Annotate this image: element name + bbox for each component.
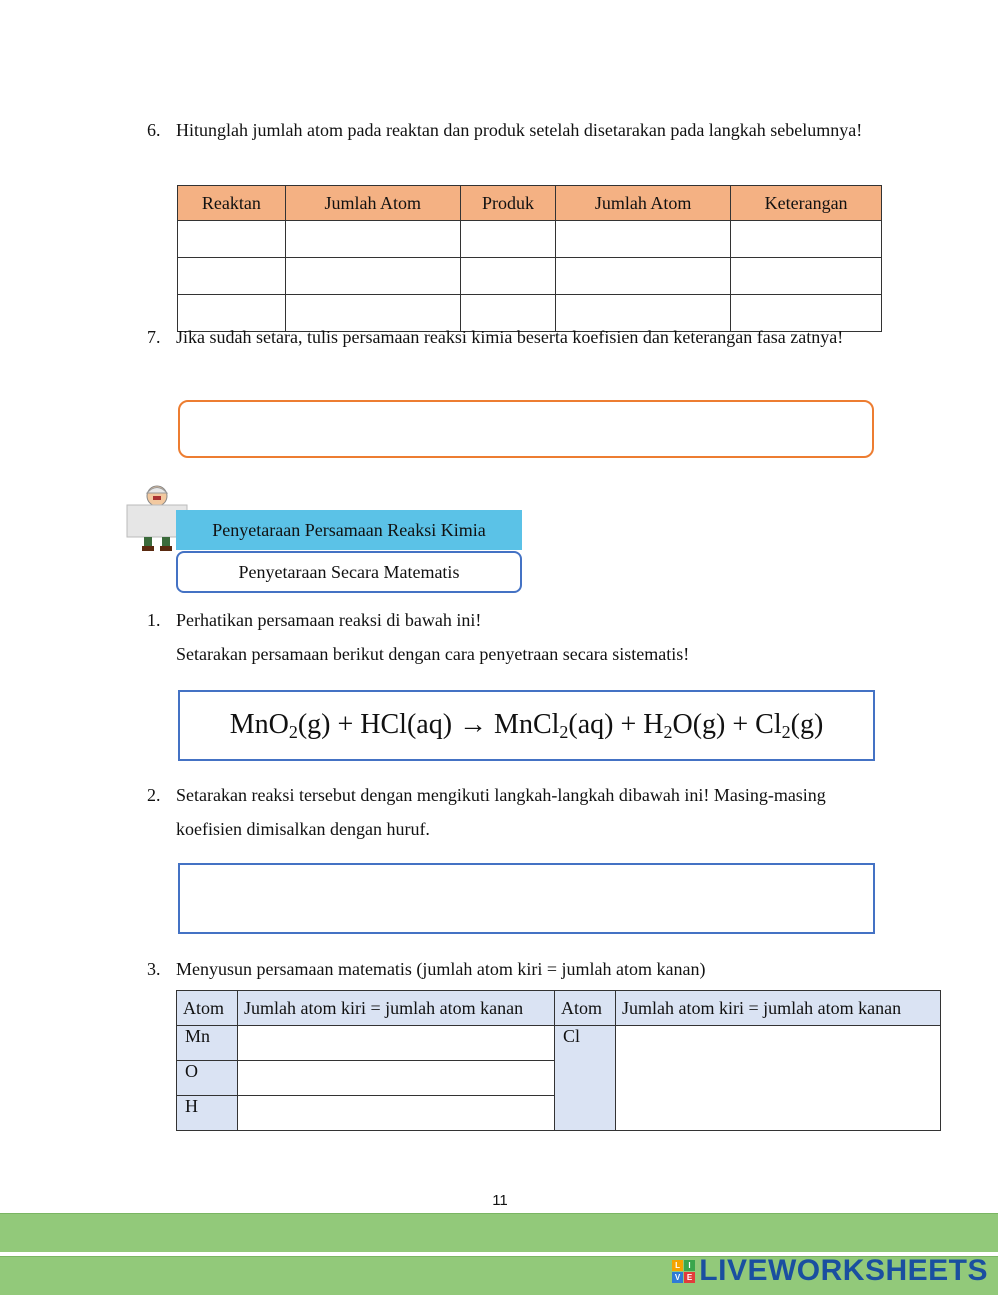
header-jumlah-atom-reaktan: Jumlah Atom bbox=[285, 186, 460, 221]
question-7-answer-box[interactable] bbox=[178, 400, 874, 458]
header-keterangan: Keterangan bbox=[731, 186, 882, 221]
equation-input-o[interactable] bbox=[238, 1061, 555, 1096]
atom-label-cl: Cl bbox=[555, 1026, 616, 1131]
answer-cell[interactable] bbox=[556, 221, 731, 258]
answer-cell[interactable] bbox=[731, 221, 882, 258]
page-number: 11 bbox=[492, 1192, 508, 1209]
answer-cell[interactable] bbox=[556, 258, 731, 295]
atom-count-table bbox=[177, 185, 882, 332]
footer-band-top bbox=[0, 1213, 998, 1252]
equation-input-cl[interactable] bbox=[616, 1026, 941, 1131]
answer-cell[interactable] bbox=[178, 221, 286, 258]
section-banner-title: Penyetaraan Persamaan Reaksi Kimia bbox=[176, 510, 522, 550]
math-equation-table bbox=[176, 990, 941, 1131]
question-7-text: Jika sudah setara, tulis persamaan reaksi kimia beserta koefisien dan keterangan fasa zatnya! bbox=[176, 327, 844, 347]
header-jumlah-atom-produk: Jumlah Atom bbox=[556, 186, 731, 221]
answer-cell[interactable] bbox=[460, 258, 555, 295]
problem-2-answer-box[interactable] bbox=[178, 863, 875, 934]
question-7-number: 7. bbox=[147, 327, 161, 347]
answer-cell[interactable] bbox=[731, 258, 882, 295]
header-equation-left: Jumlah atom kiri = jumlah atom kanan bbox=[238, 991, 555, 1026]
equation-input-mn[interactable] bbox=[238, 1026, 555, 1061]
table-header-row bbox=[178, 186, 882, 221]
question-6-text: Hitunglah jumlah atom pada reaktan dan produk setelah disetarakan pada langkah sebelumnya! bbox=[176, 120, 863, 140]
header-reaktan: Reaktan bbox=[178, 186, 286, 221]
header-produk: Produk bbox=[460, 186, 555, 221]
answer-cell[interactable] bbox=[285, 221, 460, 258]
table-row bbox=[178, 221, 882, 258]
subsection-tab: Penyetaraan Secara Matematis bbox=[176, 551, 522, 593]
problem-2-number: 2. bbox=[147, 785, 161, 805]
atom-label-o: O bbox=[177, 1061, 238, 1096]
problem-1-number: 1. bbox=[147, 610, 161, 630]
problem-3-number: 3. bbox=[147, 959, 161, 979]
problem-3-text: Menyusun persamaan matematis (jumlah atom kiri = jumlah atom kanan) bbox=[176, 959, 706, 979]
liveworksheets-brand bbox=[672, 1254, 988, 1288]
atom-label-mn: Mn bbox=[177, 1026, 238, 1061]
chemical-equation-box bbox=[178, 690, 875, 761]
problem-1-line-2: Setarakan persamaan berikut dengan cara penyetraan secara sistematis! bbox=[176, 644, 690, 664]
reaction-arrow-icon: → bbox=[459, 708, 488, 740]
problem-2-text: Setarakan reaksi tersebut dengan mengikuti langkah-langkah dibawah ini! Masing-masing koefisien dimisalkan dengan huruf. bbox=[176, 785, 826, 839]
table-row bbox=[178, 258, 882, 295]
question-6-number: 6. bbox=[147, 120, 161, 140]
table-header-row bbox=[177, 991, 941, 1026]
answer-cell[interactable] bbox=[460, 221, 555, 258]
header-atom-right: Atom bbox=[555, 991, 616, 1026]
chemical-equation: MnO$_2$(g) + HCl(aq) → MnCl$_2$(aq) + $H_2O(g) + Cl_2(g)$ bbox=[229, 708, 824, 742]
liveworksheets-logo-icon: L I V E bbox=[672, 1260, 695, 1283]
header-equation-right: Jumlah atom kiri = jumlah atom kanan bbox=[616, 991, 941, 1026]
problem-1-line-1: Perhatikan persamaan reaksi di bawah ini! bbox=[176, 610, 482, 630]
answer-cell[interactable] bbox=[285, 258, 460, 295]
answer-cell[interactable] bbox=[178, 258, 286, 295]
header-atom-left: Atom bbox=[177, 991, 238, 1026]
equation-input-h[interactable] bbox=[238, 1096, 555, 1131]
brand-text: LIVEWORKSHEETS bbox=[699, 1254, 988, 1287]
table-row bbox=[177, 1026, 941, 1061]
atom-label-h: H bbox=[177, 1096, 238, 1131]
